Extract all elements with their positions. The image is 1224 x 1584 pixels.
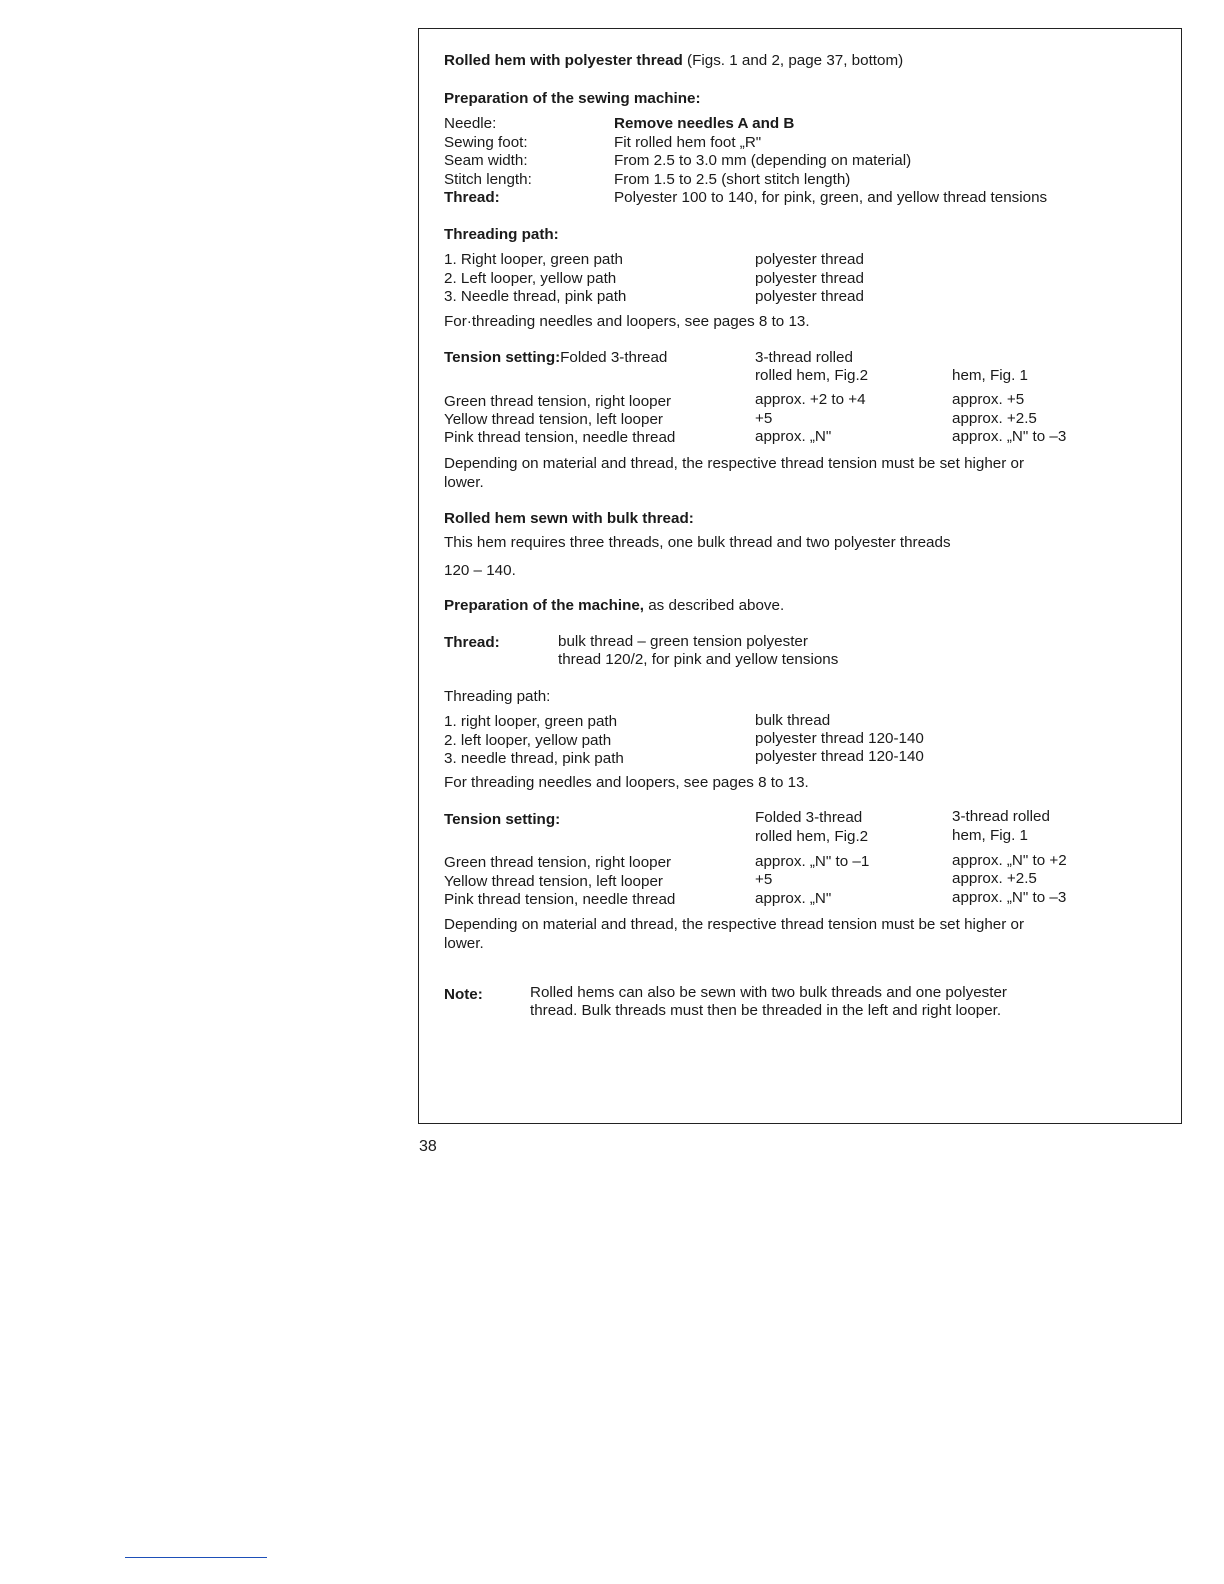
tension-rolled-value: approx. +5: [952, 391, 1025, 408]
tension-folded-value: approx. „N": [755, 428, 832, 445]
tension-rolled-value: approx. „N" to +2: [952, 852, 1067, 869]
note-label: Note:: [444, 986, 483, 1003]
threading-path: 3. needle thread, pink path: [444, 750, 624, 767]
threading-heading: Threading path:: [444, 688, 551, 705]
setting-value: Polyester 100 to 140, for pink, green, and yellow thread tensions: [614, 189, 1048, 206]
setting-value: Fit rolled hem foot „R": [614, 134, 762, 151]
threading-path: 2. left looper, yellow path: [444, 732, 612, 749]
tension-rolled-value: approx. „N" to –3: [952, 889, 1067, 906]
setting-value: From 2.5 to 3.0 mm (depending on material): [614, 152, 912, 169]
footer-rule: [125, 1557, 267, 1558]
tension-row-label: Green thread tension, right looper: [444, 393, 672, 410]
tension-folded-value: approx. „N": [755, 890, 832, 907]
tension-row-label: Yellow thread tension, left looper: [444, 411, 663, 428]
thread-label: Thread:: [444, 634, 500, 651]
threading-thread: polyester thread 120-140: [755, 748, 924, 765]
threading-note: For threading needles and loopers, see pages 8 to 13.: [444, 774, 809, 791]
threading-path: 1. right looper, green path: [444, 713, 618, 730]
prep-heading: Preparation of the machine, as described above.: [444, 597, 785, 614]
threading-heading: Threading path:: [444, 226, 559, 243]
threading-path: 3. Needle thread, pink path: [444, 288, 627, 305]
setting-value: From 1.5 to 2.5 (short stitch length): [614, 171, 851, 188]
tension-folded-value: +5: [755, 410, 773, 427]
tension-col-header: hem, Fig. 1: [952, 827, 1028, 844]
tension-heading: Tension setting:Folded 3-thread: [444, 349, 668, 366]
setting-label: Sewing foot:: [444, 134, 528, 151]
tension-note: lower.: [444, 935, 484, 952]
section-title: Rolled hem sewn with bulk thread:: [444, 510, 694, 527]
tension-rolled-value: approx. +2.5: [952, 410, 1037, 427]
prep-heading: Preparation of the sewing machine:: [444, 90, 701, 107]
setting-label: Thread:: [444, 189, 500, 206]
threading-path: 2. Left looper, yellow path: [444, 270, 617, 287]
tension-col-header: 3-thread rolled: [755, 349, 853, 366]
tension-rolled-value: approx. „N" to –3: [952, 428, 1067, 445]
setting-label: Needle:: [444, 115, 497, 132]
bulk-intro: 120 – 140.: [444, 562, 516, 579]
tension-folded-value: approx. „N" to –1: [755, 853, 870, 870]
tension-col-header: 3-thread rolled: [952, 808, 1050, 825]
tension-folded-value: +5: [755, 871, 773, 888]
setting-label: Stitch length:: [444, 171, 532, 188]
note-text: thread. Bulk threads must then be threaded in the left and right looper.: [530, 1002, 1002, 1019]
tension-note: Depending on material and thread, the respective thread tension must be set higher or: [444, 455, 1025, 472]
tension-col-header: hem, Fig. 1: [952, 367, 1028, 384]
threading-thread: polyester thread: [755, 270, 864, 287]
tension-row-label: Pink thread tension, needle thread: [444, 891, 676, 908]
tension-col-header: Folded 3-thread: [755, 809, 863, 826]
tension-folded-value: approx. +2 to +4: [755, 391, 866, 408]
threading-thread: polyester thread 120-140: [755, 730, 924, 747]
tension-note: Depending on material and thread, the respective thread tension must be set higher or: [444, 916, 1025, 933]
tension-col-header: rolled hem, Fig.2: [755, 828, 869, 845]
threading-thread: polyester thread: [755, 251, 864, 268]
threading-thread: bulk thread: [755, 712, 831, 729]
section-title: Rolled hem with polyester thread (Figs. 1 and 2, page 37, bottom): [444, 52, 904, 69]
note-text: Rolled hems can also be sewn with two bulk threads and one polyester: [530, 984, 1007, 1001]
tension-note: lower.: [444, 474, 484, 491]
page-number: 38: [419, 1138, 437, 1155]
threading-note: For·threading needles and loopers, see pages 8 to 13.: [444, 313, 810, 330]
tension-heading: Tension setting:: [444, 811, 561, 828]
tension-row-label: Pink thread tension, needle thread: [444, 429, 676, 446]
bulk-intro: This hem requires three threads, one bulk thread and two polyester threads: [444, 534, 951, 551]
tension-row-label: Green thread tension, right looper: [444, 854, 672, 871]
setting-value: Remove needles A and B: [614, 115, 795, 132]
tension-rolled-value: approx. +2.5: [952, 870, 1037, 887]
thread-value: bulk thread – green tension polyester: [558, 633, 808, 650]
setting-label: Seam width:: [444, 152, 528, 169]
threading-path: 1. Right looper, green path: [444, 251, 624, 268]
thread-value: thread 120/2, for pink and yellow tensions: [558, 651, 839, 668]
tension-row-label: Yellow thread tension, left looper: [444, 873, 663, 890]
tension-col-header: rolled hem, Fig.2: [755, 367, 869, 384]
threading-thread: polyester thread: [755, 288, 864, 305]
